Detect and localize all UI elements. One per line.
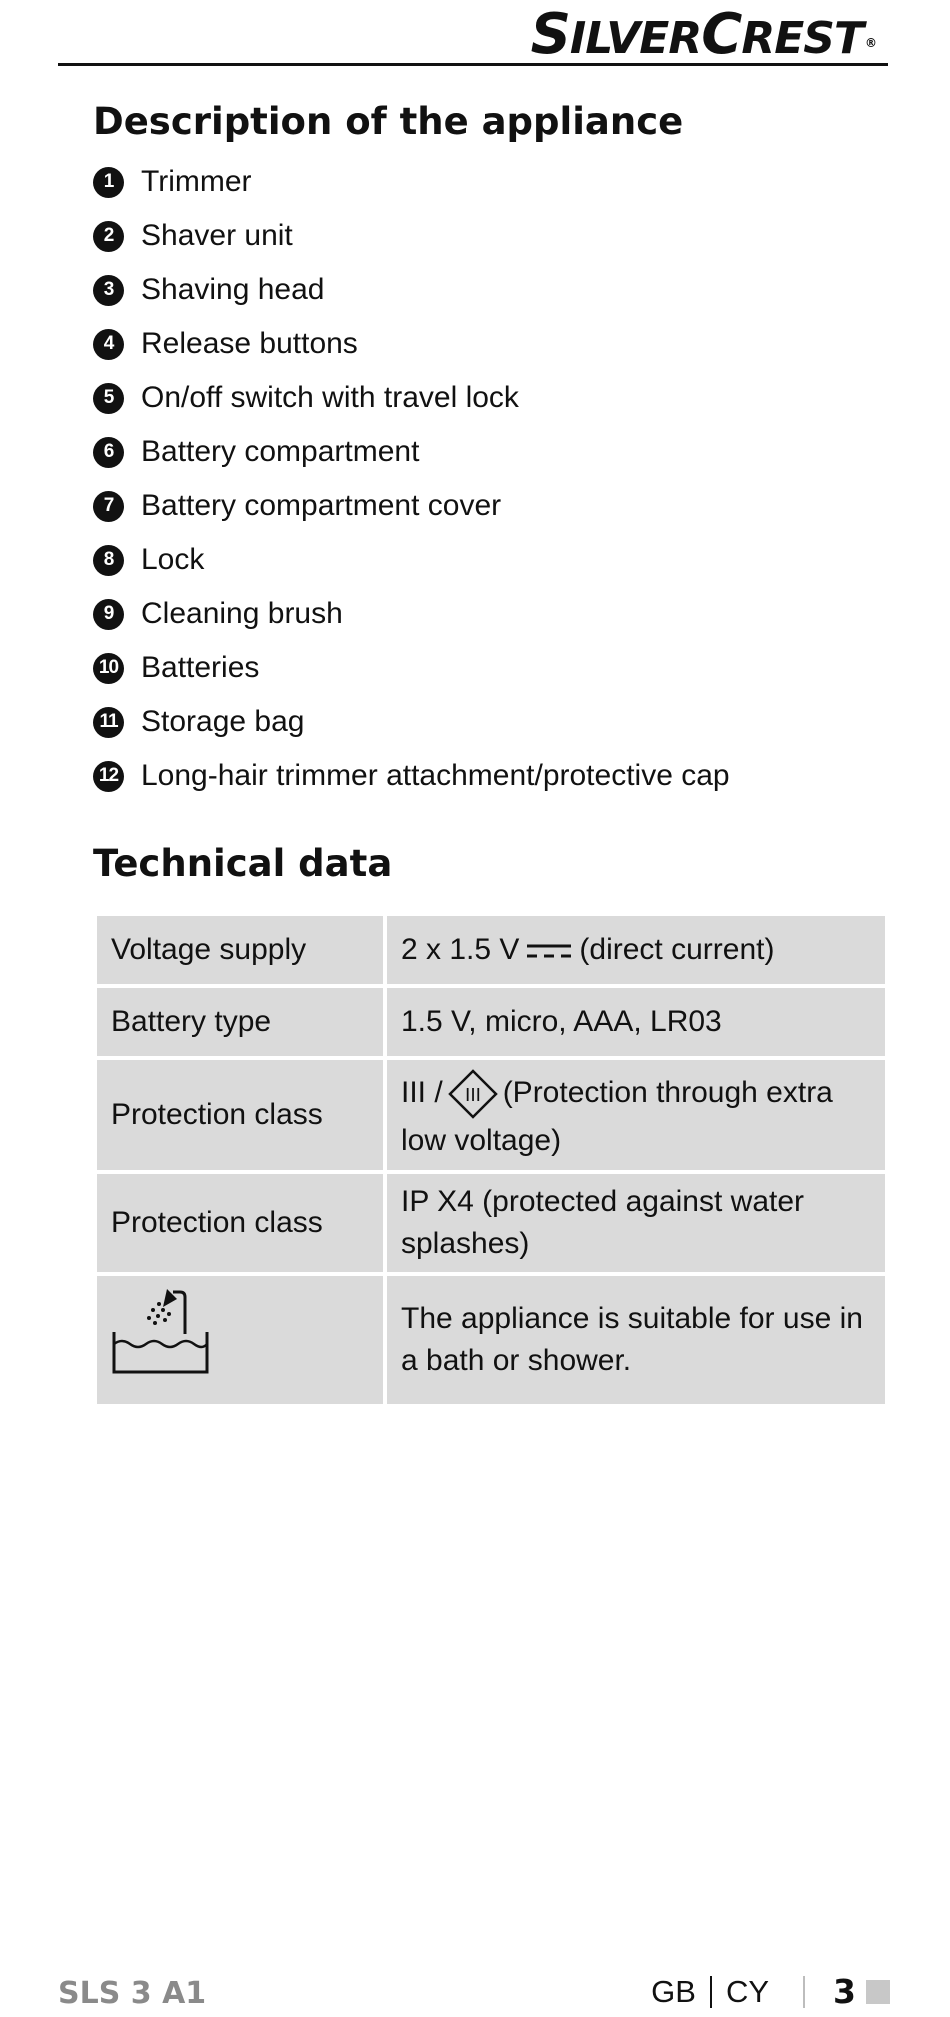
page-marker-square <box>866 1980 890 2004</box>
item-label: Shaving head <box>141 273 325 306</box>
item-label: Cleaning brush <box>141 597 343 630</box>
table-cell-label: Battery type <box>95 986 385 1058</box>
footer-right <box>651 1972 890 2011</box>
dc-icon <box>525 941 573 961</box>
list-item <box>93 263 893 317</box>
table-cell-label: Protection class <box>95 1172 385 1274</box>
item-label: On/off switch with travel lock <box>141 381 519 414</box>
item-label: Trimmer <box>141 165 252 198</box>
list-item <box>93 479 893 533</box>
table-cell-label: Voltage supply <box>95 914 385 986</box>
technical-data-table <box>93 912 889 1408</box>
item-number-badge: 10 <box>93 653 124 684</box>
protection-class-value: III / <box>401 1075 443 1109</box>
page-number: 3 <box>833 1972 856 2011</box>
voltage-value: 2 x 1.5 V <box>401 933 520 966</box>
table-row <box>95 1172 887 1274</box>
item-label: Storage bag <box>141 705 305 738</box>
table-row <box>95 1058 887 1172</box>
item-number-badge: 5 <box>93 383 124 414</box>
table-row <box>95 914 887 986</box>
bath-shower-icon <box>111 1288 211 1380</box>
list-item <box>93 587 893 641</box>
protection-class-iii-text: III <box>464 1085 481 1106</box>
list-item <box>93 749 893 803</box>
list-item <box>93 317 893 371</box>
language-divider <box>710 1976 712 2008</box>
description-heading: Description of the appliance <box>93 100 684 143</box>
list-item <box>93 641 893 695</box>
item-number-badge: 2 <box>93 221 124 252</box>
voltage-note: (direct current) <box>579 933 775 966</box>
table-row <box>95 1274 887 1406</box>
item-number-badge: 3 <box>93 275 124 306</box>
item-number-badge: 8 <box>93 545 124 576</box>
item-number-badge: 7 <box>93 491 124 522</box>
list-item <box>93 371 893 425</box>
brand-logo: SILVERCREST ® <box>530 2 876 67</box>
language-code: CY <box>725 1973 770 2009</box>
table-cell-value <box>385 1058 887 1172</box>
item-number-badge: 12 <box>93 761 124 792</box>
item-label: Battery compartment <box>141 435 420 468</box>
item-number-badge: 1 <box>93 167 124 198</box>
list-item <box>93 425 893 479</box>
table-row <box>95 986 887 1058</box>
item-label: Lock <box>141 543 205 576</box>
item-label: Battery compartment cover <box>141 489 502 522</box>
language-code: GB <box>651 1973 696 2009</box>
item-number-badge: 11 <box>93 707 124 738</box>
table-cell-label: Protection class <box>95 1058 385 1172</box>
item-label: Long-hair trimmer attachment/protective cap <box>141 759 730 792</box>
table-cell-icon <box>95 1274 385 1406</box>
table-cell-value: The appliance is suitable for use in a bath or shower. <box>385 1274 887 1406</box>
protection-class-iii-icon <box>447 1068 499 1120</box>
item-number-badge: 4 <box>93 329 124 360</box>
item-number-badge: 9 <box>93 599 124 630</box>
page-header <box>58 0 888 66</box>
list-item <box>93 533 893 587</box>
list-item <box>93 155 893 209</box>
technical-heading: Technical data <box>93 842 393 885</box>
table-cell-value: IP X4 (protected against water splashes) <box>385 1172 887 1274</box>
list-item <box>93 695 893 749</box>
list-item <box>93 209 893 263</box>
footer-model: SLS 3 A1 <box>58 1976 207 2011</box>
protection-class-note: (Protection through extra low voltage) <box>401 1075 833 1157</box>
item-number-badge: 6 <box>93 437 124 468</box>
item-label: Shaver unit <box>141 219 293 252</box>
item-label: Batteries <box>141 651 260 684</box>
table-cell-value: 1.5 V, micro, AAA, LR03 <box>385 986 887 1058</box>
page-divider <box>803 1976 805 2008</box>
table-cell-value <box>385 914 887 986</box>
parts-list <box>93 155 893 803</box>
item-label: Release buttons <box>141 327 358 360</box>
